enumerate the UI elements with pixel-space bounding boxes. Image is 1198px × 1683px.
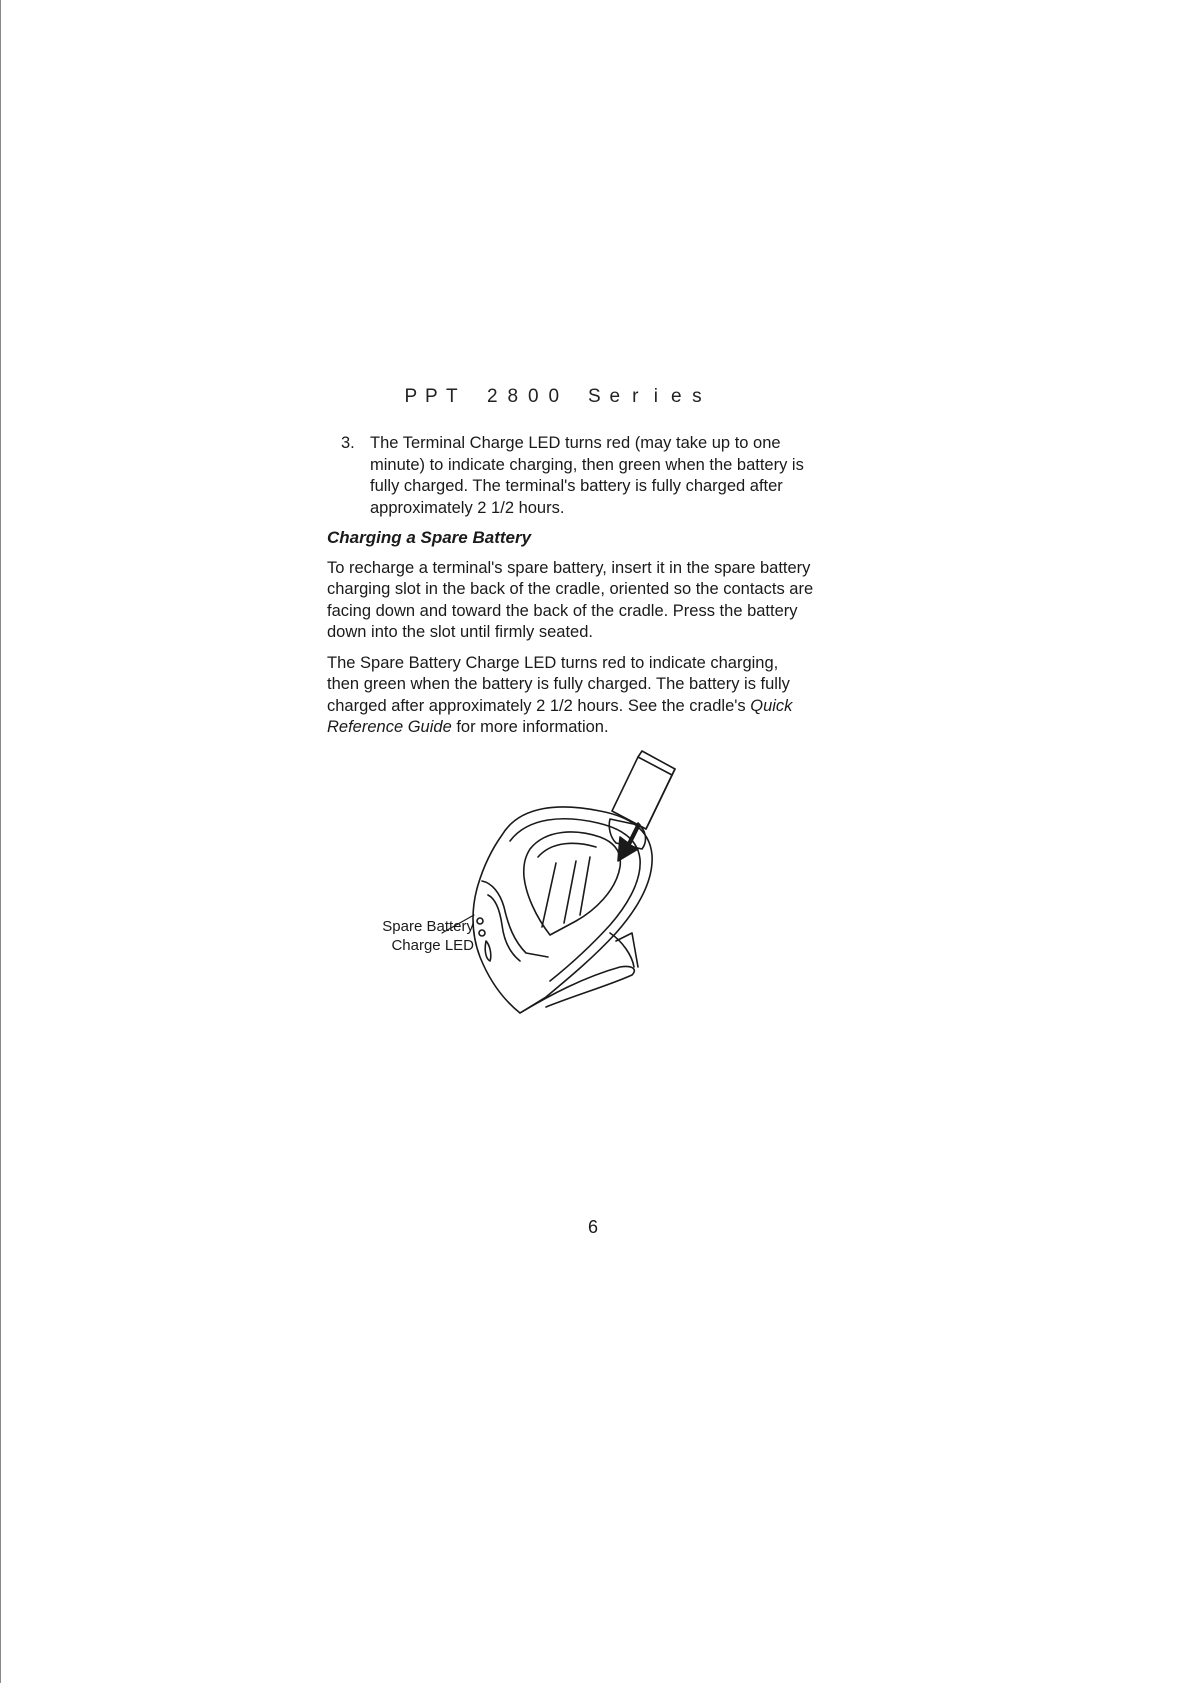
step-number: 3. — [341, 434, 355, 452]
step-line: The Terminal Charge LED turns red (may take up to one — [370, 434, 781, 452]
insert-arrow-icon — [618, 823, 640, 861]
step-line: approximately 2 1/2 hours. — [370, 498, 565, 517]
paragraph-line — [327, 717, 847, 739]
page-number: 6 — [588, 1217, 599, 1237]
running-header-text: P P T 2 8 0 0 S e r i e s — [404, 386, 702, 407]
paragraph-text: for more information. — [451, 718, 609, 736]
page-edge-line — [0, 0, 1, 1683]
paragraph-line: charging slot in the back of the cradle, oriented so the contacts are — [327, 580, 814, 598]
numbered-step — [327, 433, 847, 519]
cradle-body-drawing — [473, 807, 652, 1013]
guide-title-italic: Quick — [750, 696, 793, 715]
cradle-illustration — [370, 745, 710, 1025]
paragraph-line: facing down and toward the back of the cradle. Press the battery — [327, 601, 798, 620]
paragraph-line: down into the slot until firmly seated. — [327, 623, 593, 641]
paragraph-line: To recharge a terminal's spare battery, insert it in the spare battery — [327, 558, 811, 577]
paragraph-line: then green when the battery is fully charged. The battery is fully — [327, 675, 790, 693]
section-heading: Charging a Spare Battery — [327, 528, 532, 547]
paragraph-line — [327, 696, 847, 718]
paragraph-line: The Spare Battery Charge LED turns red to indicate charging, — [327, 653, 779, 672]
callout-line: Spare Battery — [382, 918, 474, 935]
running-header — [390, 364, 707, 408]
spare-battery-led-callout — [374, 917, 474, 955]
paragraph-text: charged after approximately 2 1/2 hours. See the cradle's — [327, 696, 751, 715]
page-content — [327, 433, 847, 748]
callout-line: Charge LED — [391, 937, 474, 954]
step-line: minute) to indicate charging, then green when the battery is — [370, 455, 804, 474]
paragraph-recharge — [327, 558, 847, 644]
step-line: fully charged. The terminal's battery is fully charged after — [370, 477, 783, 495]
guide-title-italic: Reference Guide — [327, 718, 452, 736]
paragraph-led — [327, 653, 847, 739]
